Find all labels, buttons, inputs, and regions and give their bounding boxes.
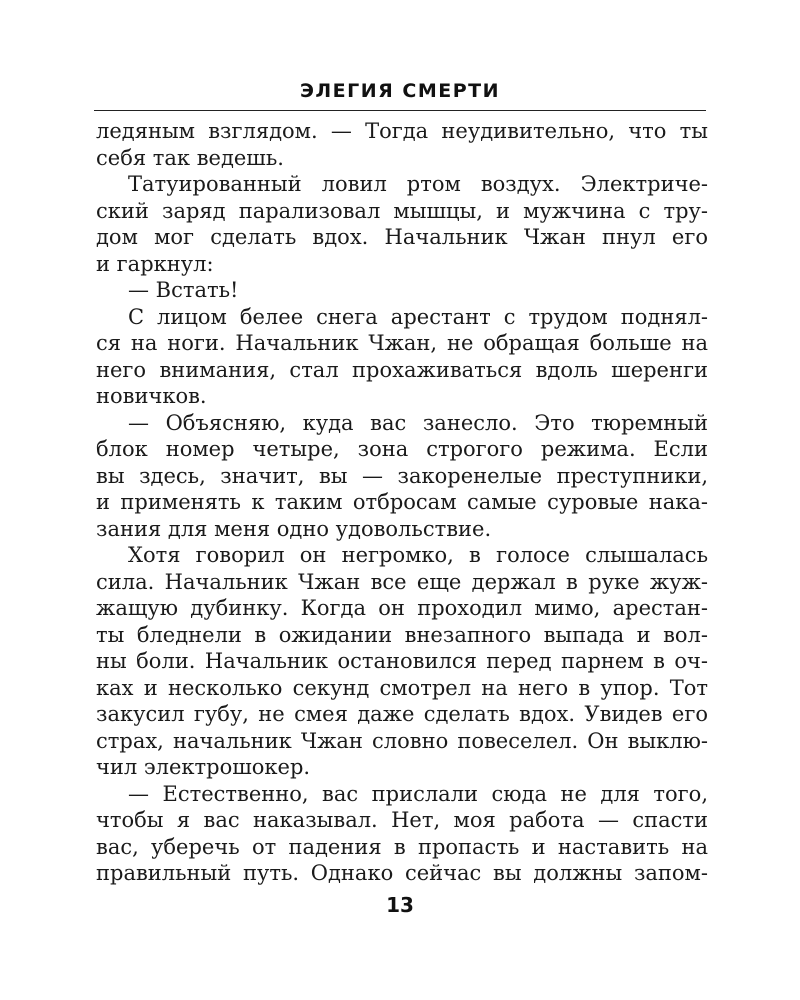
- text-line: С лицом белее снега арестант с трудом поднял-: [128, 304, 708, 329]
- text-line: и применять к таким отбросам самые суровые нака-: [96, 490, 708, 514]
- text-line: — Объясняю, куда вас занесло. Это тюремный: [128, 410, 708, 435]
- text-line: ский заряд парализовал мышцы, и мужчина с тру-: [96, 198, 708, 223]
- text-line: вас, уберечь от падения в пропасть и наставить на: [96, 834, 708, 859]
- text-line: Татуированный ловил ртом воздух. Электриче-: [128, 172, 708, 196]
- text-line: ны боли. Начальник остановился перед парнем в оч-: [96, 649, 708, 673]
- text-line: себя так ведешь.: [96, 145, 284, 170]
- text-line: страх, начальник Чжан словно повеселел. Он выклю-: [96, 728, 708, 753]
- text-line: ках и несколько секунд смотрел на него в упор. Тот: [96, 675, 708, 700]
- text-line: закусил губу, не смея даже сделать вдох. Увидев его: [96, 702, 708, 726]
- text-line: ты бледнели в ожидании внезапного выпада и вол-: [96, 622, 708, 647]
- header-rule: [94, 110, 706, 111]
- text-line: зания для меня одно удовольствие.: [96, 516, 492, 541]
- text-line: него внимания, стал прохаживаться вдоль шеренги: [96, 357, 708, 382]
- text-line: новичков.: [96, 384, 207, 408]
- text-line: — Естественно, вас прислали сюда не для того,: [128, 781, 708, 806]
- text-line: чил электрошокер.: [96, 755, 311, 779]
- page-number: 13: [386, 893, 414, 917]
- text-line: правильный путь. Однако сейчас вы должны запом-: [96, 861, 708, 885]
- text-line: — Встать!: [128, 278, 239, 302]
- running-header: ЭЛЕГИЯ СМЕРТИ: [299, 80, 501, 102]
- text-line: чтобы я вас наказывал. Нет, моя работа — спасти: [96, 808, 708, 832]
- page-body-text: [96, 118, 708, 887]
- text-line: ся на ноги. Начальник Чжан, не обращая больше на: [96, 331, 708, 355]
- text-line: блок номер четыре, зона строгого режима. Если: [96, 437, 708, 461]
- text-line: и гаркнул:: [96, 251, 214, 276]
- text-line: вы здесь, значит, вы — закоренелые преступники,: [96, 463, 708, 488]
- text-line: ледяным взглядом. — Тогда неудивительно, что ты: [96, 119, 708, 143]
- text-line: сила. Начальник Чжан все еще держал в руке жуж-: [96, 569, 708, 594]
- text-line: Хотя говорил он негромко, в голосе слышалась: [128, 543, 708, 567]
- text-line: дом мог сделать вдох. Начальник Чжан пнул его: [96, 225, 708, 249]
- text-line: жащую дубинку. Когда он проходил мимо, арестан-: [96, 596, 708, 620]
